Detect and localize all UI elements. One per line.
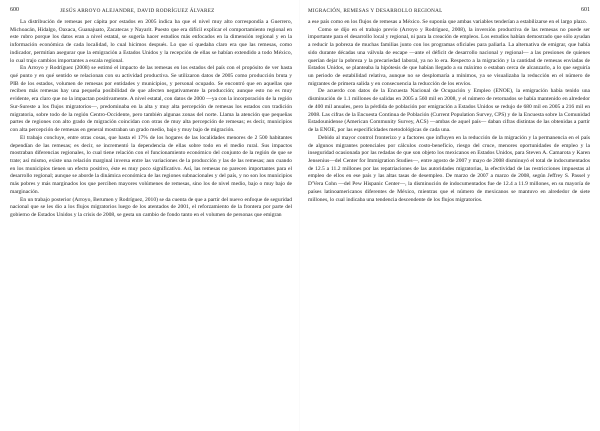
right-running-head <box>308 7 590 17</box>
paragraph: Debido al mayor control fronterizo y a factores que influyen en la reducción de la migración y la permanencia en el país de algunos migrantes potenciales por cálculos costo-beneficio, riesgo del cruce, menores oportunidades de empleo y la inseguridad ocasionada por las redadas de que son objeto los mexicanos en Estados Unidos, para Steven A. Camarota y Karen Jensenius—del Center for Immigration Studies—, entre agosto de 2007 y mayo de 2008 disminuyó el total de indocumentados de 12.5 a 11.2 millones por las repatriaciones de las autoridades migratorias, la efectividad de las restricciones impuestas al empleo de ellos en ese país y las altas tasas de desempleo. De marzo de 2007 a marzo de 2008, según Jeffrey S. Passel y D'Vera Cohn —del Pew Hispanic Center—, la disminución de indocumentados fue de 12.4 a 11.9 millones, en su mayoría de países latinoamericanos diferentes de México, mientras que el número de mexicanos se mantuvo en alrededor de siete millones, lo cual indicaba una tendencia descendente de los flujos migratorios. <box>308 134 590 203</box>
left-running-head <box>10 7 292 17</box>
left-page-number: 600 <box>10 7 19 13</box>
page-gutter <box>299 0 300 431</box>
paragraph: El trabajo concluye, entre otras cosas, que hasta el 17% de los hogares de las localidades menores de 2 500 habitantes dependían de las remesas; es decir, se incrementó la dependencia de ellas sobre todo en el medio rural. Sus impactos mostraban diferencias regionales, lo cual tiene relación con el funcionamiento económico del conjunto de la región de que se trate; así mismo, existe una relación marginal inversa entre las variaciones de la producción y las de las remesas; aun cuando en los municipios tienen un efecto positivo, éste es muy poco significativo. Así, las remesas no parecen importantes para el desarrollo regional; aunque se aborde la dinámica económica de las regiones subnacionales y del país, y no son los municipios más pobres y más marginados los que perciben mayores volúmenes de remesas, sino los de nivel medio, bajo o muy bajo de marginación. <box>10 134 292 195</box>
left-body-text <box>10 19 292 220</box>
paragraph: a ese país como en los flujos de remesas a México. Se suponía que ambas variables tenderían a estabilizarse en el largo plazo. <box>308 19 587 25</box>
paragraph: Como se dijo en el trabajo previo (Arroyo y Rodríguez, 2008), la inversión productiva de las remesas no puede ser importante para el desarrollo local y regional, ni para la creación de empleos. Los estudios habían demostrado que sólo ayudan a reducir la pobreza de muchas familias junto con los programas oficiales para paliarla. La alternativa de emigrar, que había sido durante décadas una válvula de escape —ante el déficit de desarrollo nacional y regional— a las presiones de quienes querían dejar la pobreza y la precariedad laboral, ya no lo era. Respecto a la migración y la cantidad de remesas enviadas de Estados Unidos, se planteaba la hipótesis de que habían llegado a su máximo o estaban cerca de alcanzarlo, a lo que seguiría un periodo de estabilidad relativa, aunque no se desplomaría a mínimos, ya se visualizaba la reducción en el número de migrantes de primera salida y en consecuencia la reducción de los envíos. <box>308 26 590 87</box>
paragraph: De acuerdo con datos de la Encuesta Nacional de Ocupación y Empleo (ENOE), la emigración había tenido una disminución de 1.1 millones de salidas en 2005 a 560 mil en 2008, y el número de retornados se había mantenido en alrededor de 400 mil anuales, pero la pérdida de población por emigración a Estados Unidos se redujo de 680 mil en 2005 a 216 mil en 2008. Las cifras de la Encuesta Continua de Población (Current Population Survey, CPS) y de la Encuesta sobre la Comunidad Estadounidense (American Community Survey, ACS) —ambas de aquel país— daban cifras distintas de las obtenidas a partir de la ENOE, por las especificidades metodológicas de cada una. <box>308 88 590 134</box>
right-running-title: MIGRACIÓN, REMESAS Y DESARROLLO REGIONAL <box>308 7 443 14</box>
left-page <box>10 0 292 431</box>
paragraph: En Arroyo y Rodríguez (2008) se estimó el impacto de las remesas en los estados del país con el propósito de ver hasta qué punto y en qué sentido se relacionan con su actividad productiva. Se utilizaron datos de 2005 como producción bruta y PIB de los estados, volumen de remesas por entidades y municipios, y personal ocupado. Se encontró que en aquellas que reciben más remesas hay una pequeña posibilidad de que afecten negativamente la producción; aunque esto no es muy evidente, era claro que no la impactan positivamente. A nivel estatal, con datos de 2000 —ya con la incorporación de la región Sur-Sureste a los flujos migratorios—, predominaba en la alta y muy alta percepción de remesas los estados con tradición migratoria, sobre todo de la región Centro-Occidente, pero también algunas zonas del norte. Llama la atención que pequeñas partes de regiones con alto grado de migración coincidan con otras de muy alta percepción de remesas; es decir, municipios con alta percepción de remesas en general mostraban un grado medio, bajo y muy bajo de migración. <box>10 65 292 134</box>
left-running-title: JESÚS ARROYO ALEJANDRE, DAVID RODRÍGUEZ ÁLVAREZ <box>60 7 215 14</box>
paragraph: La distribución de remesas per cápita por estados en 2005 indica ba que el nivel muy alto correspondía a Guerrero, Michoacán, Hidalgo, Oaxaca, Guanajuato, Zacatecas y Nayarit. Puesto que era difícil explicar el comportamiento regional en este rubro porque los datos eran a nivel estatal, se sugería hacer estudios más enfocados en la dimensión regional y en la información económica de cada localidad, lo cual hicimos después. Lo que sí quedaba claro era que las remesas, como indicador, permitían asegurar que la emigración a Estados Unidos y la recepción de ellas se habían extendido a todo México, lo cual trajo cambios importantes a escala regional. <box>10 19 292 64</box>
right-page <box>308 0 590 431</box>
paragraph: En un trabajo posterior (Arroyo, Berumen y Rodríguez, 2010) se da cuenta de que a partir del nuevo enfoque de seguridad nacional que se les dio a los flujos migratorios luego de los atentados de 2001, el reforzamiento de la frontera por parte del gobierno de Estados Unidos y la crisis de 2008, se gesta un cambio de fondo tanto en el volumen de personas que emigran <box>10 196 292 218</box>
right-page-number: 601 <box>581 7 590 13</box>
right-body-text <box>308 19 590 204</box>
